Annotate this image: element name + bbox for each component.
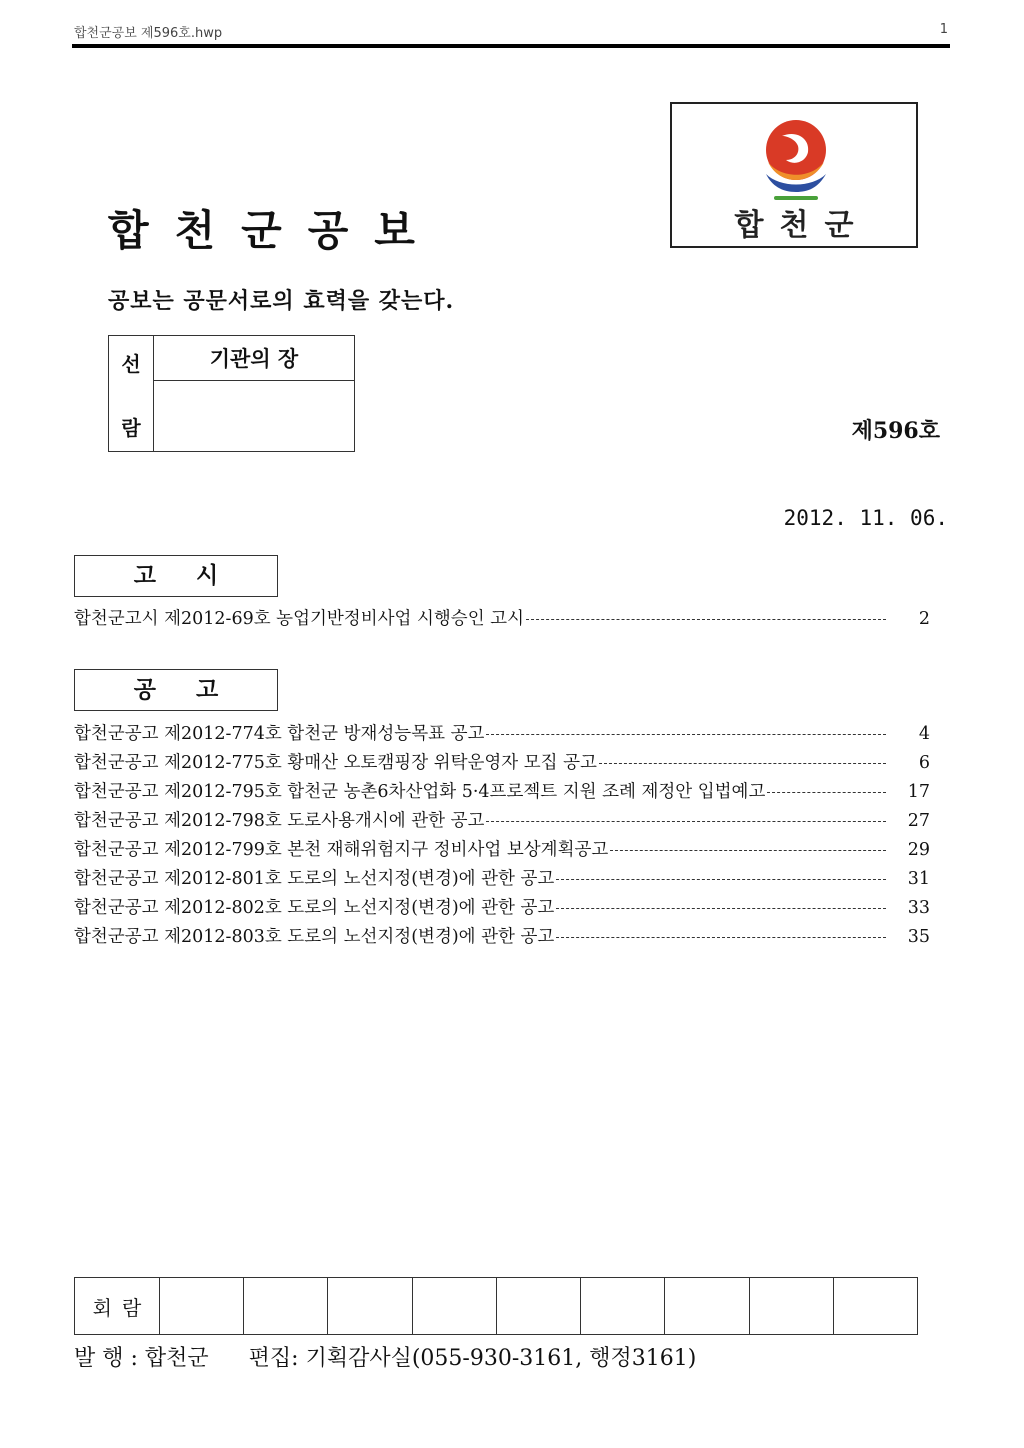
circulation-cell (160, 1278, 244, 1335)
circulation-table (74, 1277, 918, 1335)
toc-leader (486, 734, 886, 735)
toc-leader (599, 763, 886, 764)
approval-label-top: 선 (121, 352, 141, 376)
toc-leader (767, 792, 886, 793)
footer-editor: 편집: 기획감사실(055-930-3161, 행정3161) (248, 1346, 697, 1371)
header-filename: 합천군공보 제596호.hwp (74, 26, 223, 41)
county-logo-box (670, 102, 918, 248)
toc-leader (486, 821, 886, 822)
issue-date: 2012. 11. 06. (783, 506, 948, 530)
toc-item-title: 합천군공고 제2012-802호 도로의 노선지정(변경)에 관한 공고 (74, 898, 555, 918)
approval-head: 기관의 장 (154, 336, 355, 381)
toc-leader (556, 879, 886, 880)
toc-item-title: 합천군공고 제2012-799호 본천 재해위험지구 정비사업 보상계획공고 (74, 840, 609, 860)
approval-label-bottom: 람 (121, 416, 141, 440)
toc-item-page: 33 (907, 898, 930, 918)
toc-item-page: 4 (918, 724, 930, 744)
footer-publisher: 발 행 : 합천군 (74, 1346, 209, 1371)
toc-item[interactable] (74, 836, 930, 865)
toc-item-page: 29 (907, 840, 930, 860)
approval-table (108, 335, 355, 452)
toc-item-title: 합천군고시 제2012-69호 농업기반정비사업 시행승인 고시 (74, 609, 524, 629)
circulation-cell (244, 1278, 328, 1335)
header-page-number: 1 (939, 22, 948, 37)
toc-item-title: 합천군공고 제2012-775호 황매산 오토캠핑장 위탁운영자 모집 공고 (74, 753, 597, 773)
county-emblem-icon (760, 116, 832, 204)
toc-item-title: 합천군공고 제2012-774호 합천군 방재성능목표 공고 (74, 724, 485, 744)
circulation-cell (749, 1278, 833, 1335)
toc-leader (556, 908, 886, 909)
issue-number: 제596호 (851, 418, 940, 444)
toc-item[interactable] (74, 923, 930, 952)
section-heading-announcement: 공고 (74, 669, 278, 711)
toc-item-page: 31 (907, 869, 930, 889)
approval-label (109, 336, 154, 452)
circulation-cell (833, 1278, 917, 1335)
approval-signature-cell (154, 381, 355, 452)
toc-item[interactable] (74, 749, 930, 778)
toc-leader (556, 937, 886, 938)
announcement-toc (74, 720, 930, 952)
bulletin-subtitle: 공보는 공문서로의 효력을 갖는다. (108, 288, 455, 314)
toc-item[interactable] (74, 894, 930, 923)
toc-item[interactable] (74, 605, 930, 634)
toc-leader (610, 850, 886, 851)
county-name: 합천군 (734, 208, 870, 243)
toc-item-page: 17 (907, 782, 930, 802)
toc-item-page: 35 (907, 927, 930, 947)
toc-item-page: 27 (907, 811, 930, 831)
toc-item-title: 합천군공고 제2012-801호 도로의 노선지정(변경)에 관한 공고 (74, 869, 555, 889)
toc-item-title: 합천군공고 제2012-795호 합천군 농촌6차산업화 5·4프로젝트 지원 조례 제정안 입법예고 (74, 782, 766, 802)
toc-item[interactable] (74, 865, 930, 894)
header-rule (72, 44, 950, 48)
circulation-cell (328, 1278, 412, 1335)
toc-item-title: 합천군공고 제2012-803호 도로의 노선지정(변경)에 관한 공고 (74, 927, 555, 947)
toc-item[interactable] (74, 778, 930, 807)
toc-item-page: 2 (918, 609, 930, 629)
circulation-cell (496, 1278, 580, 1335)
circulation-cell (412, 1278, 496, 1335)
notice-toc (74, 605, 930, 634)
toc-item[interactable] (74, 807, 930, 836)
bulletin-title: 합천군공보 (108, 206, 441, 255)
circulation-label: 회람 (75, 1278, 160, 1335)
section-heading-notice: 고시 (74, 555, 278, 597)
circulation-cell (581, 1278, 665, 1335)
circulation-cell (665, 1278, 749, 1335)
toc-item[interactable] (74, 720, 930, 749)
toc-leader (526, 619, 886, 620)
toc-item-title: 합천군공고 제2012-798호 도로사용개시에 관한 공고 (74, 811, 485, 831)
footer (74, 1341, 696, 1372)
toc-item-page: 6 (918, 753, 930, 773)
